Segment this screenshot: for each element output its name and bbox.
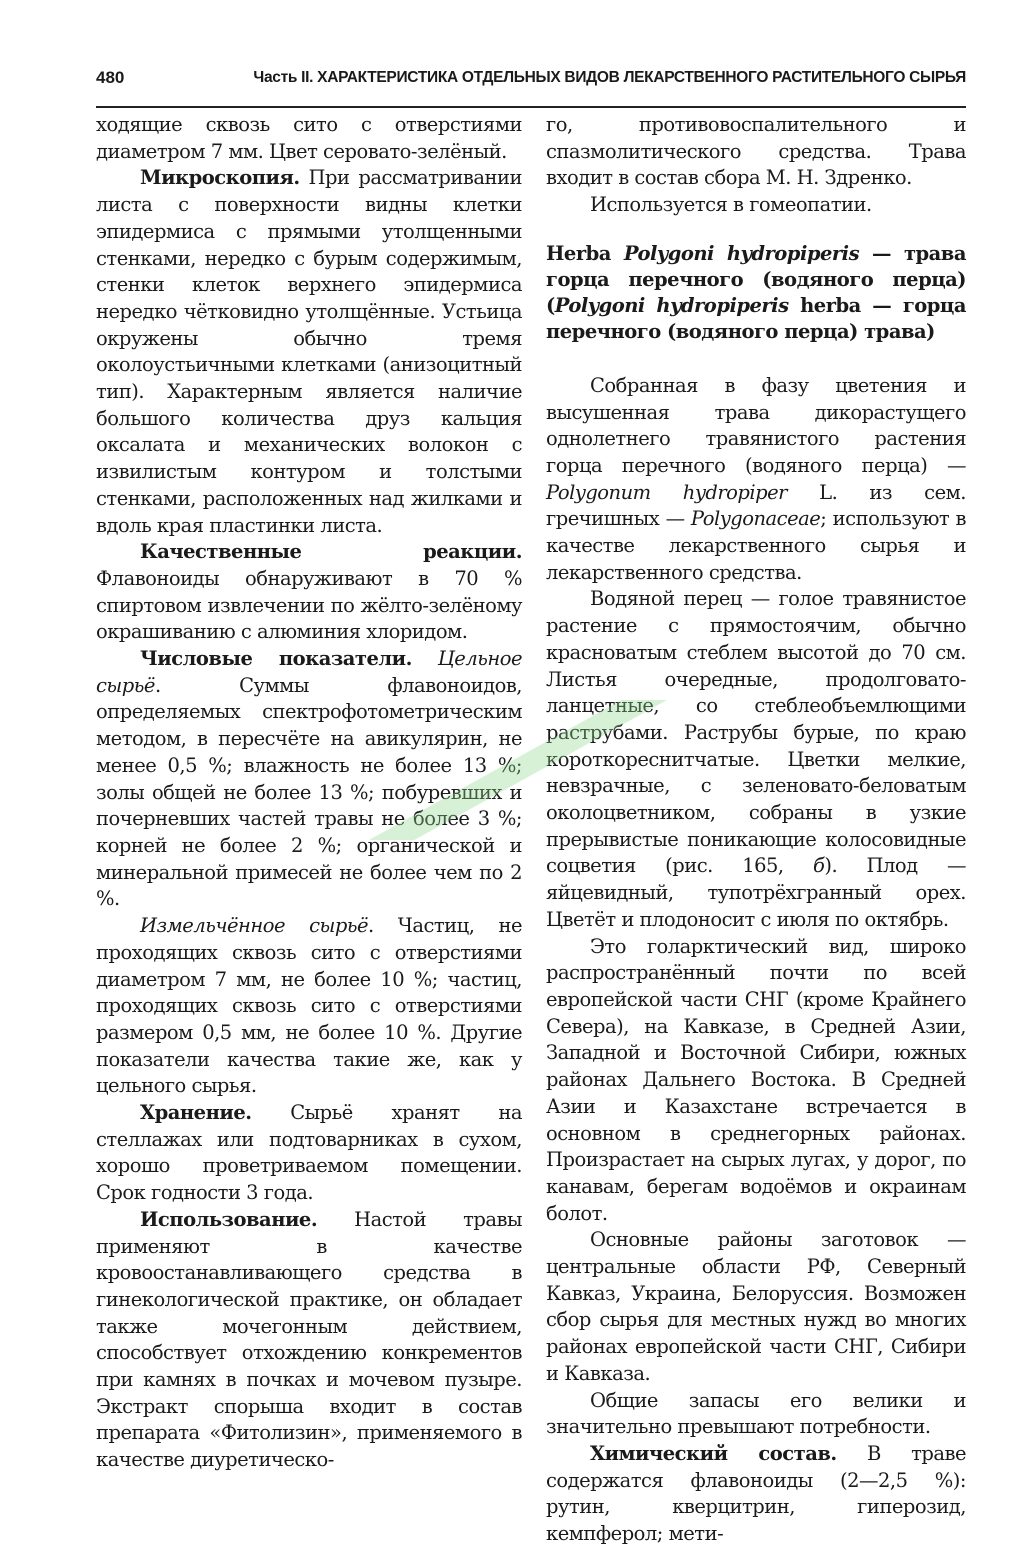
paragraph-reserves: Общие запасы его велики и значительно превышают потребности. bbox=[546, 1388, 966, 1439]
section-head: Химический состав. bbox=[590, 1441, 837, 1465]
section-head: Микроскопия. bbox=[140, 166, 300, 190]
section-head: Числовые показатели. bbox=[140, 647, 412, 671]
running-title: Часть II. ХАРАКТЕРИСТИКА ОТДЕЛЬНЫХ ВИДОВ ЛЕКАРСТВЕННОГО РАСТИТЕЛЬНОГО СЫРЬЯ bbox=[253, 69, 966, 86]
left-column bbox=[96, 112, 522, 1474]
paragraph-distribution: Это голарктический вид, широко распространённый почти по всей европейской части СНГ (кроме Крайнего Севера), на Кавказе, в Средней Азии, Западной и Восточной Сибири, южных районах Дальнего Востока. В Средней Азии и Казахстане встречается в основном в среднегорных районах. Произрастает на сырых лугах, у дорог, по канавам, берегам водоёмов и окраинам болот. bbox=[546, 934, 966, 1225]
paragraph-qualitative: Качественные реакции. Флавоноиды обнаруживают в 70 % спиртовом извлечении по жёлто-зелёному окрашиванию с алюминия хлоридом. bbox=[96, 540, 522, 644]
paragraph-chemistry: Химический состав. В траве содержатся флавоноиды (2—2,5 %): рутин, кверцитрин, гиперозид, кемпферол; мети- bbox=[546, 1441, 966, 1546]
paragraph-description: Водяной перец — голое травянистое растение с прямостоячим, обычно красноватым стеблем высотой до 70 см. Листья очередные, продолговато-ланцетные, со стеблеобъемлющими раструбами. Раструбы бурые, по краю короткореснитчатые. Цветки мелкие, невзрачные, с зеленовато-беловатым околоцветником, собраны в узкие прерывистые поникающие колосовидные соцветия (рис. 165, б). Плод — яйцевидный, тупотрёхгранный орех. Цветёт и плодоносит с июля по октябрь. bbox=[546, 587, 967, 931]
paragraph-numeric: Числовые показатели. Цельное сырьё. Суммы флавоноидов, определяемых спектрофотометрическим методом, в пересчёте на авикулярин, не менее 0,5 %; влажность не более 13 %; золы общей не более 13 %; побуревших и почерневших частей травы не более 3 %; корней не более 2 %; органической и минеральной примесей не более чем по 2 %. bbox=[96, 647, 522, 911]
section-head: Хранение. bbox=[140, 1101, 252, 1125]
page-header bbox=[96, 66, 966, 96]
paragraph-microscopy: Микроскопия. При рассматривании листа с поверхности видны клетки эпидермиса с прямыми утолщенными стенками, нередко с бурым содержимым, стенки клеток верхнего эпидермиса нередко чётковидно утолщённые. Устьица окружены обычно тремя околоустьичными клетками (анизоцитный тип). Характерным является наличие большого количества друз кальция оксалата и механических волокон с извилистым контуром и толстыми стенками, расположенных над жилками и вдоль края пластинки листа. bbox=[96, 166, 522, 537]
paragraph: Используется в гомеопатии. bbox=[590, 193, 872, 217]
paragraph-harvest: Основные районы заготовок — центральные области РФ, Северный Кавказ, Украина, Белоруссия. Возможен сбор сырья для местных нужд во многих районах европейской части СНГ, Сибири и Кавказа. bbox=[546, 1228, 966, 1385]
paragraph-storage: Хранение. Сырьё хранят на стеллажах или подтоварниках в сухом, хорошо проветриваемом помещении. Срок годности 3 года. bbox=[96, 1101, 522, 1205]
paragraph-definition: Собранная в фазу цветения и высушенная трава дикорастущего однолетнего травянистого растения горца перечного (водяного перца) — Polygonum hydropiper L. из сем. гречишных — Polygonaceae; используют в качестве лекарственного сырья и лекарственного средства. bbox=[546, 373, 967, 584]
section-head: Качественные реакции. bbox=[140, 540, 522, 564]
article-heading: Herba Polygoni hydropiperis — трава горца перечного (водяного перца) (Polygoni hydropiperis herba — горца перечного (водяного перца) трава) bbox=[546, 241, 966, 343]
paragraph: го, противовоспалительного и спазмолитического средства. Трава входит в состав сбора М. Н. Здренко. bbox=[546, 113, 966, 190]
header-rule bbox=[96, 106, 966, 108]
section-head: Использование. bbox=[140, 1207, 318, 1231]
page-number: 480 bbox=[96, 68, 125, 87]
paragraph-usage: Использование. Настой травы применяют в качестве кровоостанавливающего средства в гинекологической практике, он обладает также мочегонным действием, способствует отхождению конкрементов при камнях в почках и мочевом пузыре. Экстракт спорыша входит в состав препарата «Фитолизин», применяемого в качестве диуретическо- bbox=[96, 1207, 522, 1472]
paragraph-ground: Измельчённое сырьё. Частиц, не проходящих сквозь сито с отверстиями диаметром 7 мм, не более 10 %; частиц, проходящих сквозь сито с отверстиями размером 0,5 мм, не более 10 %. Другие показатели качества такие же, как у цельного сырья. bbox=[96, 914, 522, 1098]
paragraph: ходящие сквозь сито с отверстиями диаметром 7 мм. Цвет серовато-зелёный. bbox=[96, 113, 522, 163]
right-column bbox=[546, 112, 966, 1548]
